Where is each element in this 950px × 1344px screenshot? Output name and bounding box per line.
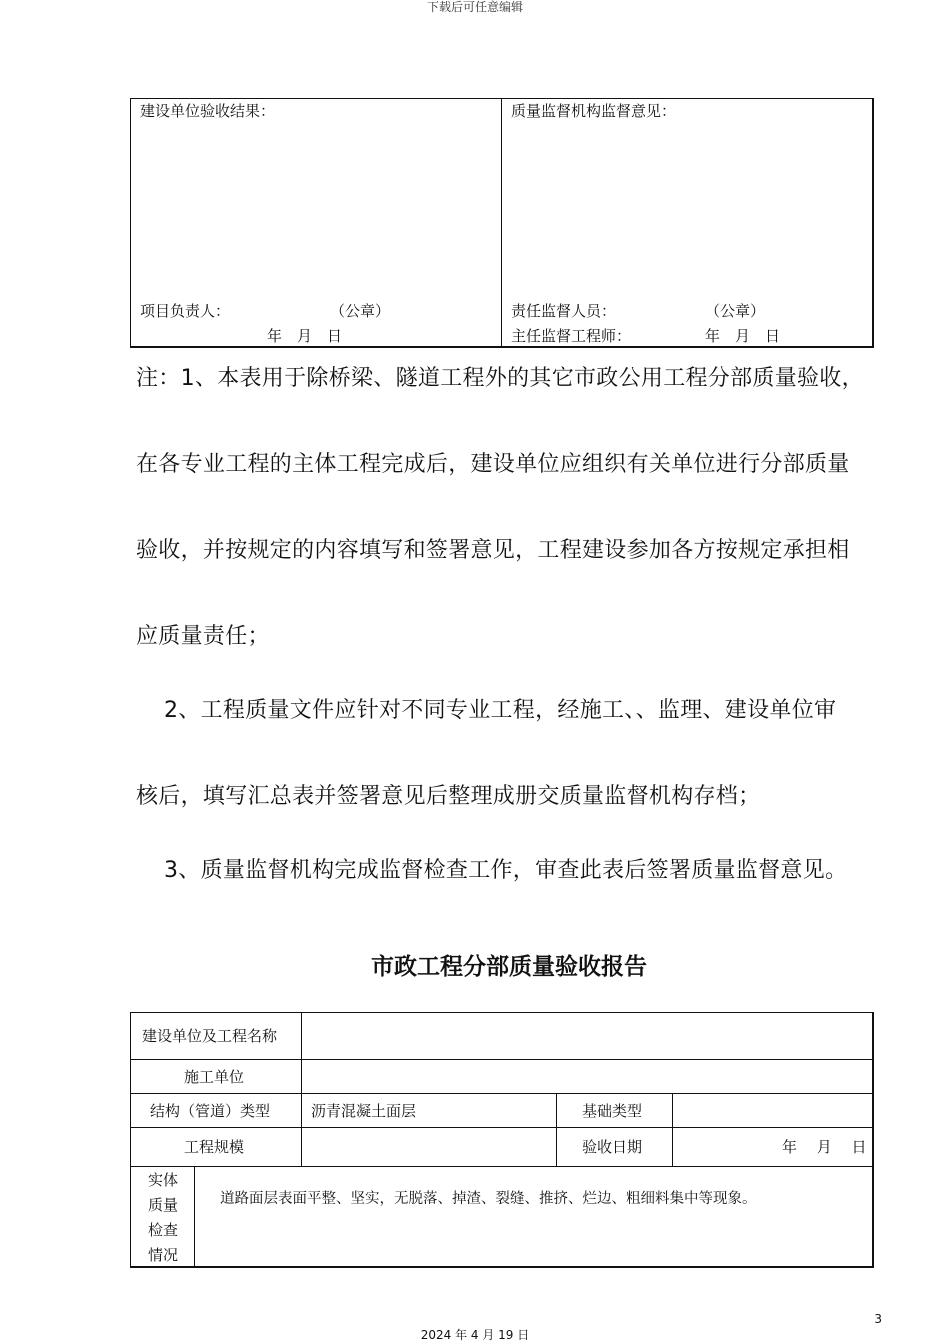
page-number: 3 <box>874 1312 882 1326</box>
note-line-5: 2、工程质量文件应针对不同专业工程，经施工、、监理、建设单位审 <box>164 698 837 723</box>
chief-supervisor-engineer-label: 主任监督工程师： <box>511 327 632 345</box>
supervision-opinion-label: 质量监督机构监督意见： <box>511 102 677 120</box>
left-date-label: 年 月 日 <box>267 327 343 345</box>
responsible-supervisor-label: 责任监督人员： <box>511 302 617 320</box>
construction-unit-result-label: 建设单位验收结果： <box>140 102 276 120</box>
note-line-6: 核后，填写汇总表并签署意见后整理成册交质量监督机构存档； <box>136 784 761 809</box>
signature-table-divider <box>501 98 502 348</box>
project-scale-label: 工程规模 <box>184 1138 245 1156</box>
acceptance-date-label: 验收日期 <box>582 1138 643 1156</box>
structure-type-label: 结构（管道）类型 <box>150 1102 271 1120</box>
project-name-label: 建设单位及工程名称 <box>142 1027 278 1045</box>
structure-type-value: 沥青混凝土面层 <box>311 1102 417 1120</box>
right-seal-label: （公章） <box>705 302 766 320</box>
construction-unit-label: 施工单位 <box>184 1068 245 1086</box>
note-line-1: 注：1、本表用于除桥梁、隧道工程外的其它市政公用工程分部质量验收， <box>136 366 864 391</box>
note-line-4: 应质量责任； <box>136 624 270 649</box>
project-leader-label: 项目负责人： <box>140 302 231 320</box>
page-header: 下载后可任意编辑 <box>426 0 523 14</box>
acceptance-date-value: 年 月 日 <box>782 1138 867 1156</box>
footer-date: 2024 年 4 月 19 日 <box>420 1328 530 1342</box>
right-date-label: 年 月 日 <box>705 327 781 345</box>
inspection-value: 道路面层表面平整、坚实，无脱落、掉渣、裂缝、推挤、烂边、粗细料集中等现象。 <box>220 1191 757 1207</box>
report-title: 市政工程分部质量验收报告 <box>371 954 647 980</box>
note-line-3: 验收，并按规定的内容填写和签署意见，工程建设参加各方按规定承担相 <box>136 538 850 563</box>
left-seal-label: （公章） <box>330 302 391 320</box>
inspection-label: 实体 质量 检查 情况 <box>147 1171 178 1264</box>
note-line-7: 3、质量监督机构完成监督检查工作，审查此表后签署质量监督意见。 <box>164 858 848 883</box>
foundation-type-label: 基础类型 <box>582 1102 643 1120</box>
note-line-2: 在各专业工程的主体工程完成后，建设单位应组织有关单位进行分部质量 <box>136 452 850 477</box>
